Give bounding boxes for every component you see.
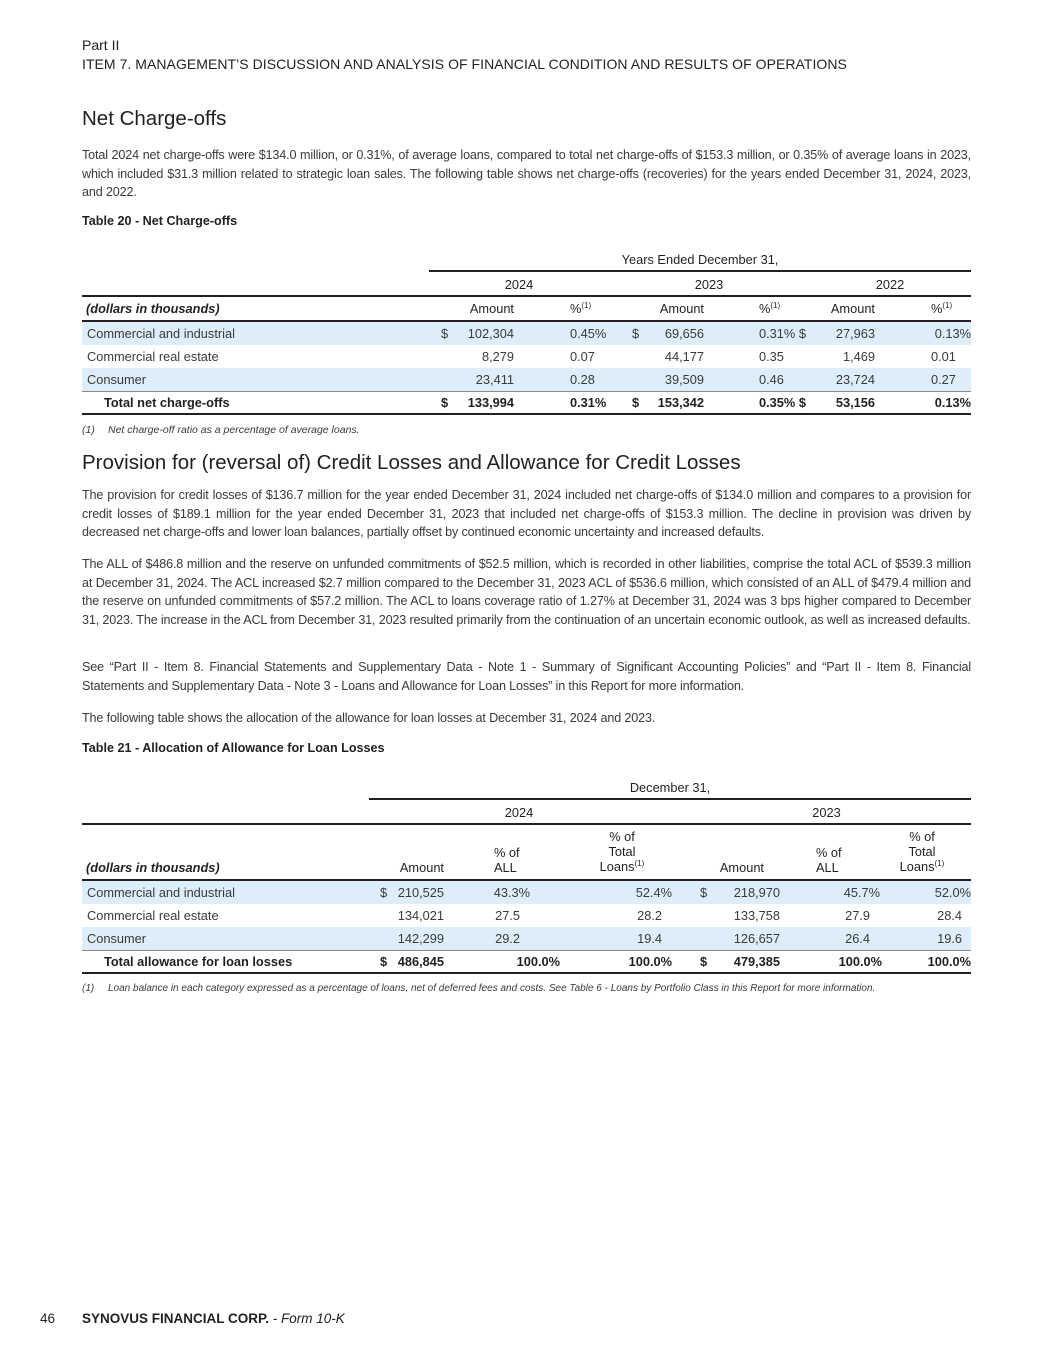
footnote-number: (1) [82, 983, 95, 994]
amount-2023: 39,509 [664, 372, 704, 387]
table-row [82, 904, 971, 927]
footnote-mark: (1) [770, 301, 781, 310]
pct-loans-2023: 100.0% [927, 954, 971, 969]
page-number: 46 [40, 1311, 56, 1326]
footnote-mark: (1) [934, 859, 945, 868]
pct-all-2023: 27.9 [845, 908, 870, 923]
amount-2023: 126,657 [733, 931, 780, 946]
pct-2024: 0.07 [570, 349, 595, 364]
pct-label: % [570, 301, 582, 316]
header-line: Total [608, 844, 636, 859]
table21-footnote [82, 983, 875, 994]
table21-col-pct-all-2023 [816, 845, 842, 875]
pct-label: % [759, 301, 771, 316]
pct-2023: 0.31% $ [759, 326, 806, 341]
footnote-number: (1) [82, 424, 95, 436]
table-row-total [82, 950, 971, 973]
table20-year-2023: 2023 [694, 277, 724, 292]
header-line: Total [908, 844, 936, 859]
pct-2023: 0.35% $ [759, 395, 806, 410]
pct-loans-2024: 28.2 [637, 908, 662, 923]
footnote-mark: (1) [634, 859, 645, 868]
currency-symbol: $ [380, 885, 388, 900]
pct-loans-2023: 28.4 [937, 908, 962, 923]
amount-2024: 134,021 [397, 908, 444, 923]
footnote-mark: (1) [942, 301, 953, 310]
currency-symbol: $ [380, 954, 388, 969]
amount-2023: 133,758 [733, 908, 780, 923]
form-type: - Form 10-K [269, 1311, 345, 1326]
amount-2024: 210,525 [397, 885, 444, 900]
amount-2023: 479,385 [733, 954, 780, 969]
currency-symbol: $ [632, 395, 640, 410]
header-line [582, 859, 662, 874]
table21-rule [82, 972, 971, 974]
table21-super-header: December 31, [629, 780, 711, 795]
header-line: % of [909, 829, 935, 844]
pct-loans-2024: 19.4 [637, 931, 662, 946]
row-label: Total net charge-offs [104, 395, 230, 410]
pct-2024: 0.45% [570, 326, 607, 341]
net-charge-offs-paragraph: Total 2024 net charge-offs were $134.0 million, or 0.31%, of average loans, compared to total net charge-offs of $153.3 million, or 0.35% of average loans in 2023, which included $31.3 million related to strategic loan sales. The following table shows net charge-offs (recoveries) for the years ended December 31, 2024, 2023, and 2022. [82, 148, 971, 199]
table20-rule [82, 413, 971, 415]
section-title-net-charge-offs: Net Charge-offs [82, 107, 227, 130]
table21-col-pct-all-2024 [494, 845, 520, 875]
amount-2022: 1,469 [842, 349, 875, 364]
currency-symbol: $ [700, 954, 708, 969]
header-line: ALL [816, 860, 839, 875]
currency-symbol: $ [441, 326, 449, 341]
header-item-title: ITEM 7. MANAGEMENT’S DISCUSSION AND ANALYSIS OF FINANCIAL CONDITION AND RESULTS OF OPERATIONS [82, 56, 847, 72]
pct-loans-2023: 52.0% [934, 885, 971, 900]
footnote-text: Net charge-off ratio as a percentage of average loans. [108, 424, 360, 436]
header-line [882, 859, 962, 874]
amount-2022: 53,156 [835, 395, 875, 410]
table21-row-header: (dollars in thousands) [86, 860, 220, 875]
row-label: Total allowance for loan losses [104, 954, 293, 969]
provision-paragraph-1: The provision for credit losses of $136.7 million for the year ended December 31, 2024 included net charge-offs of $134.0 million and compares to a provision for credit losses of $189.1 million for the year ended December 31, 2023 that included net charge-offs of $153.3 million. The decline in provision was driven by decreased net charge-offs and lower loan balances, partially offset by continued economic uncertainty and increased defaults. [82, 488, 971, 539]
table-row [82, 927, 971, 950]
provision-paragraph-4: The following table shows the allocation of the allowance for loan losses at December 31, 2024 and 2023. [82, 711, 656, 725]
pct-all-2024: 29.2 [495, 931, 520, 946]
header-line: % of [494, 845, 520, 860]
table-row [82, 881, 971, 904]
table20-col-amount-2022: Amount [830, 301, 875, 316]
table21-col-pct-loans-2023 [882, 829, 962, 874]
table-row-total [82, 391, 971, 414]
table21-year-2023: 2023 [812, 805, 841, 820]
amount-2024: 102,304 [467, 326, 514, 341]
amount-2022: 27,963 [835, 326, 875, 341]
table20-row-header: (dollars in thousands) [86, 301, 220, 316]
pct-all-2024: 43.3% [493, 885, 530, 900]
table21-caption: Table 21 - Allocation of Allowance for Loan Losses [82, 741, 385, 755]
amount-2024: 23,411 [475, 372, 514, 387]
table21-rule [369, 798, 971, 800]
table20-caption: Table 20 - Net Charge-offs [82, 214, 238, 228]
footnote-mark: (1) [581, 301, 592, 310]
loans-label: Loans [599, 859, 635, 874]
table-row [82, 345, 971, 368]
table20-footnote [82, 424, 360, 436]
currency-symbol: $ [441, 395, 449, 410]
pct-all-2024: 100.0% [516, 954, 560, 969]
pct-2023: 0.35 [759, 349, 784, 364]
pct-2022: 0.13% [934, 395, 971, 410]
table20-col-pct-2024 [570, 301, 591, 316]
table20-rule [82, 295, 971, 297]
table20-col-pct-2022 [931, 301, 952, 316]
amount-2023: 218,970 [733, 885, 780, 900]
pct-all-2023: 100.0% [838, 954, 882, 969]
amount-2024: 142,299 [397, 931, 444, 946]
table21-rule [82, 823, 971, 825]
table20-year-2022: 2022 [875, 277, 905, 292]
amount-2023: 44,177 [664, 349, 704, 364]
table21-col-pct-loans-2024 [582, 829, 662, 874]
pct-2022: 0.13% [934, 326, 971, 341]
row-label: Commercial real estate [87, 908, 219, 923]
pct-all-2023: 45.7% [843, 885, 880, 900]
pct-2024: 0.28 [570, 372, 595, 387]
footnote-text: Loan balance in each category expressed as a percentage of loans, net of deferred fees and costs. See Table 6 - Loans by Portfolio Class in this Report for more information. [108, 983, 876, 994]
table20-col-pct-2023 [759, 301, 780, 316]
row-label: Commercial and industrial [87, 885, 235, 900]
pct-2023: 0.46 [759, 372, 784, 387]
company-name: SYNOVUS FINANCIAL CORP. [82, 1311, 270, 1326]
row-label: Consumer [87, 931, 147, 946]
footer-company [82, 1311, 345, 1326]
section-title-provision: Provision for (reversal of) Credit Losses and Allowance for Credit Losses [82, 451, 741, 474]
pct-loans-2024: 100.0% [628, 954, 672, 969]
table20-col-amount-2023: Amount [659, 301, 704, 316]
row-label: Consumer [87, 372, 147, 387]
table21-year-2024: 2024 [504, 805, 534, 820]
loans-label: Loans [899, 859, 935, 874]
row-label: Commercial and industrial [87, 326, 235, 341]
currency-symbol: $ [632, 326, 640, 341]
pct-label: % [931, 301, 943, 316]
amount-2023: 69,656 [664, 326, 704, 341]
pct-loans-2024: 52.4% [635, 885, 672, 900]
header-line: % of [816, 845, 842, 860]
pct-all-2024: 27.5 [495, 908, 520, 923]
table-row [82, 322, 971, 345]
row-label: Commercial real estate [87, 349, 219, 364]
table21-col-amount-2023: Amount [719, 860, 764, 875]
provision-paragraph-3: See “Part II - Item 8. Financial Statements and Supplementary Data - Note 1 - Summary of Significant Accounting Policies” and “Part II - Item 8. Financial Statements and Supplementary Data - Note 3 - Loans and Allowance for Loan Losses” in this Report for more information. [82, 660, 971, 693]
table20-rule [429, 270, 971, 272]
pct-2022: 0.27 [931, 372, 956, 387]
pct-all-2023: 26.4 [845, 931, 870, 946]
table20-super-header: Years Ended December 31, [621, 252, 779, 267]
table21-col-amount-2024: Amount [399, 860, 444, 875]
pct-loans-2023: 19.6 [937, 931, 962, 946]
amount-2024: 486,845 [397, 954, 444, 969]
header-line: ALL [494, 860, 517, 875]
pct-2024: 0.31% [570, 395, 607, 410]
amount-2024: 133,994 [467, 395, 514, 410]
currency-symbol: $ [700, 885, 708, 900]
amount-2022: 23,724 [835, 372, 875, 387]
pct-2022: 0.01 [931, 349, 956, 364]
table-row [82, 368, 971, 391]
provision-paragraph-2: The ALL of $486.8 million and the reserve on unfunded commitments of $52.5 million, which is recorded in other liabilities, comprise the total ACL of $539.3 million at December 31, 2024. The ACL increased $2.7 million compared to the December 31, 2023 ACL of $536.6 million, which consisted of an ALL of $479.4 million and the reserve on unfunded commitments of $57.2 million. The ACL to loans coverage ratio of 1.27% at December 31, 2024 was 3 bps higher compared to December 31, 2023. The increase in the ACL from December 31, 2023 resulted primarily from the continuation of an uncertain economic outlook, as well as increased defaults. [82, 557, 971, 627]
header-part: Part II [82, 37, 120, 53]
table20-year-2024: 2024 [504, 277, 534, 292]
table20-col-amount-2024: Amount [469, 301, 514, 316]
header-line: % of [609, 829, 635, 844]
amount-2024: 8,279 [481, 349, 514, 364]
amount-2023: 153,342 [657, 395, 704, 410]
